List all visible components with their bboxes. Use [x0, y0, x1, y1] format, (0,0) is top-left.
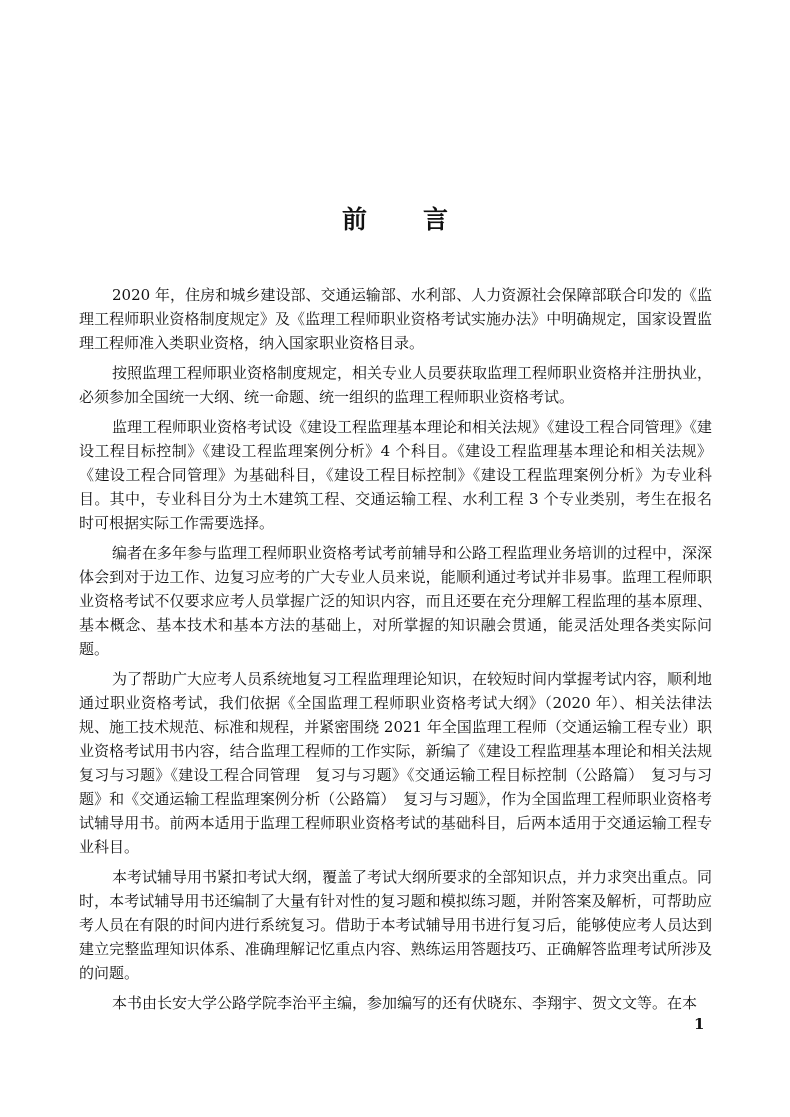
paragraph: 本书由长安大学公路学院李治平主编，参加编写的还有伏晓东、李翔宇、贺文文等。在本 [112, 994, 698, 1012]
preface-body [79, 283, 728, 1021]
paragraph: 编者在多年参与监理工程师职业资格考试考前辅导和公路工程监理业务培训的过程中，深深体会到对于边工作、边复习应考的广大专业人员来说，能顺利通过考试并非易事。监理工程师职业资格考试不仅要求应考人员掌握广泛的知识内容，而且还要在充分理解工程监理的基本原理、基本概念、基本技术和基本方法的基础上，对所掌握的知识融会贯通，能灵活处理各类实际问题。 [79, 544, 713, 658]
paragraph: 监理工程师职业资格考试设《建设工程监理基本理论和相关法规》《建设工程合同管理》《建设工程目标控制》《建设工程监理案例分析》4 个科目。《建设工程监理基本理论和相关法规》《建设工程合同管理》为基础科目，《建设工程目标控制》《建设工程监理案例分析》为专业科目。其中，专业科目分为土木建筑工程、交通运输工程、水利工程 3 个专业类别，考生在报名时可根据实际工作需要选择。 [79, 418, 713, 532]
page-number: 1 [694, 1015, 705, 1033]
page-title: 前言 [341, 205, 504, 234]
paragraph: 2020 年，住房和城乡建设部、交通运输部、水利部、人力资源社会保障部联合印发的《监理工程师职业资格制度规定》及《监理工程师职业资格考试实施办法》中明确规定，国家设置监理工程师准入类职业资格，纳入国家职业资格目录。 [79, 286, 712, 352]
paragraph: 按照监理工程师职业资格制度规定，相关专业人员要获取监理工程师职业资格并注册执业，必须参加全国统一大纲、统一命题、统一组织的监理工程师职业资格考试。 [79, 364, 713, 406]
paragraph: 为了帮助广大应考人员系统地复习工程监理理论知识，在较短时间内掌握考试内容，顺利地通过职业资格考试，我们依据《全国监理工程师职业资格考试大纲》（2020 年）、相关法律法规、施工技术规范、标准和规程，并紧密围绕 2021 年全国监理工程师（交通运输工程专业）职业资格考试用书内容，结合监理工程师的工作实际，新编了《建设工程监理基本理论和相关法规 复习与习题》《建设工程合同管理 复习与习题》《交通运输工程目标控制（公路篇） 复习与习题》和《交通运输工程监理案例分析（公路篇） 复习与习题》，作为全国监理工程师职业资格考试辅导用书。前两本适用于监理工程师职业资格考试的基础科目，后两本适用于交通运输工程专业科目。 [79, 670, 728, 856]
paragraph: 本考试辅导用书紧扣考试大纲，覆盖了考试大纲所要求的全部知识点，并力求突出重点。同时，本考试辅导用书还编制了大量有针对性的复习题和模拟练习题，并附答案及解析，可帮助应考人员在有限的时间内进行系统复习。借助于本考试辅导用书进行复习后，能够使应考人员达到建立完整监理知识体系、准确理解记忆重点内容、熟练运用答题技巧、正确解答监理考试所涉及的问题。 [79, 868, 713, 982]
